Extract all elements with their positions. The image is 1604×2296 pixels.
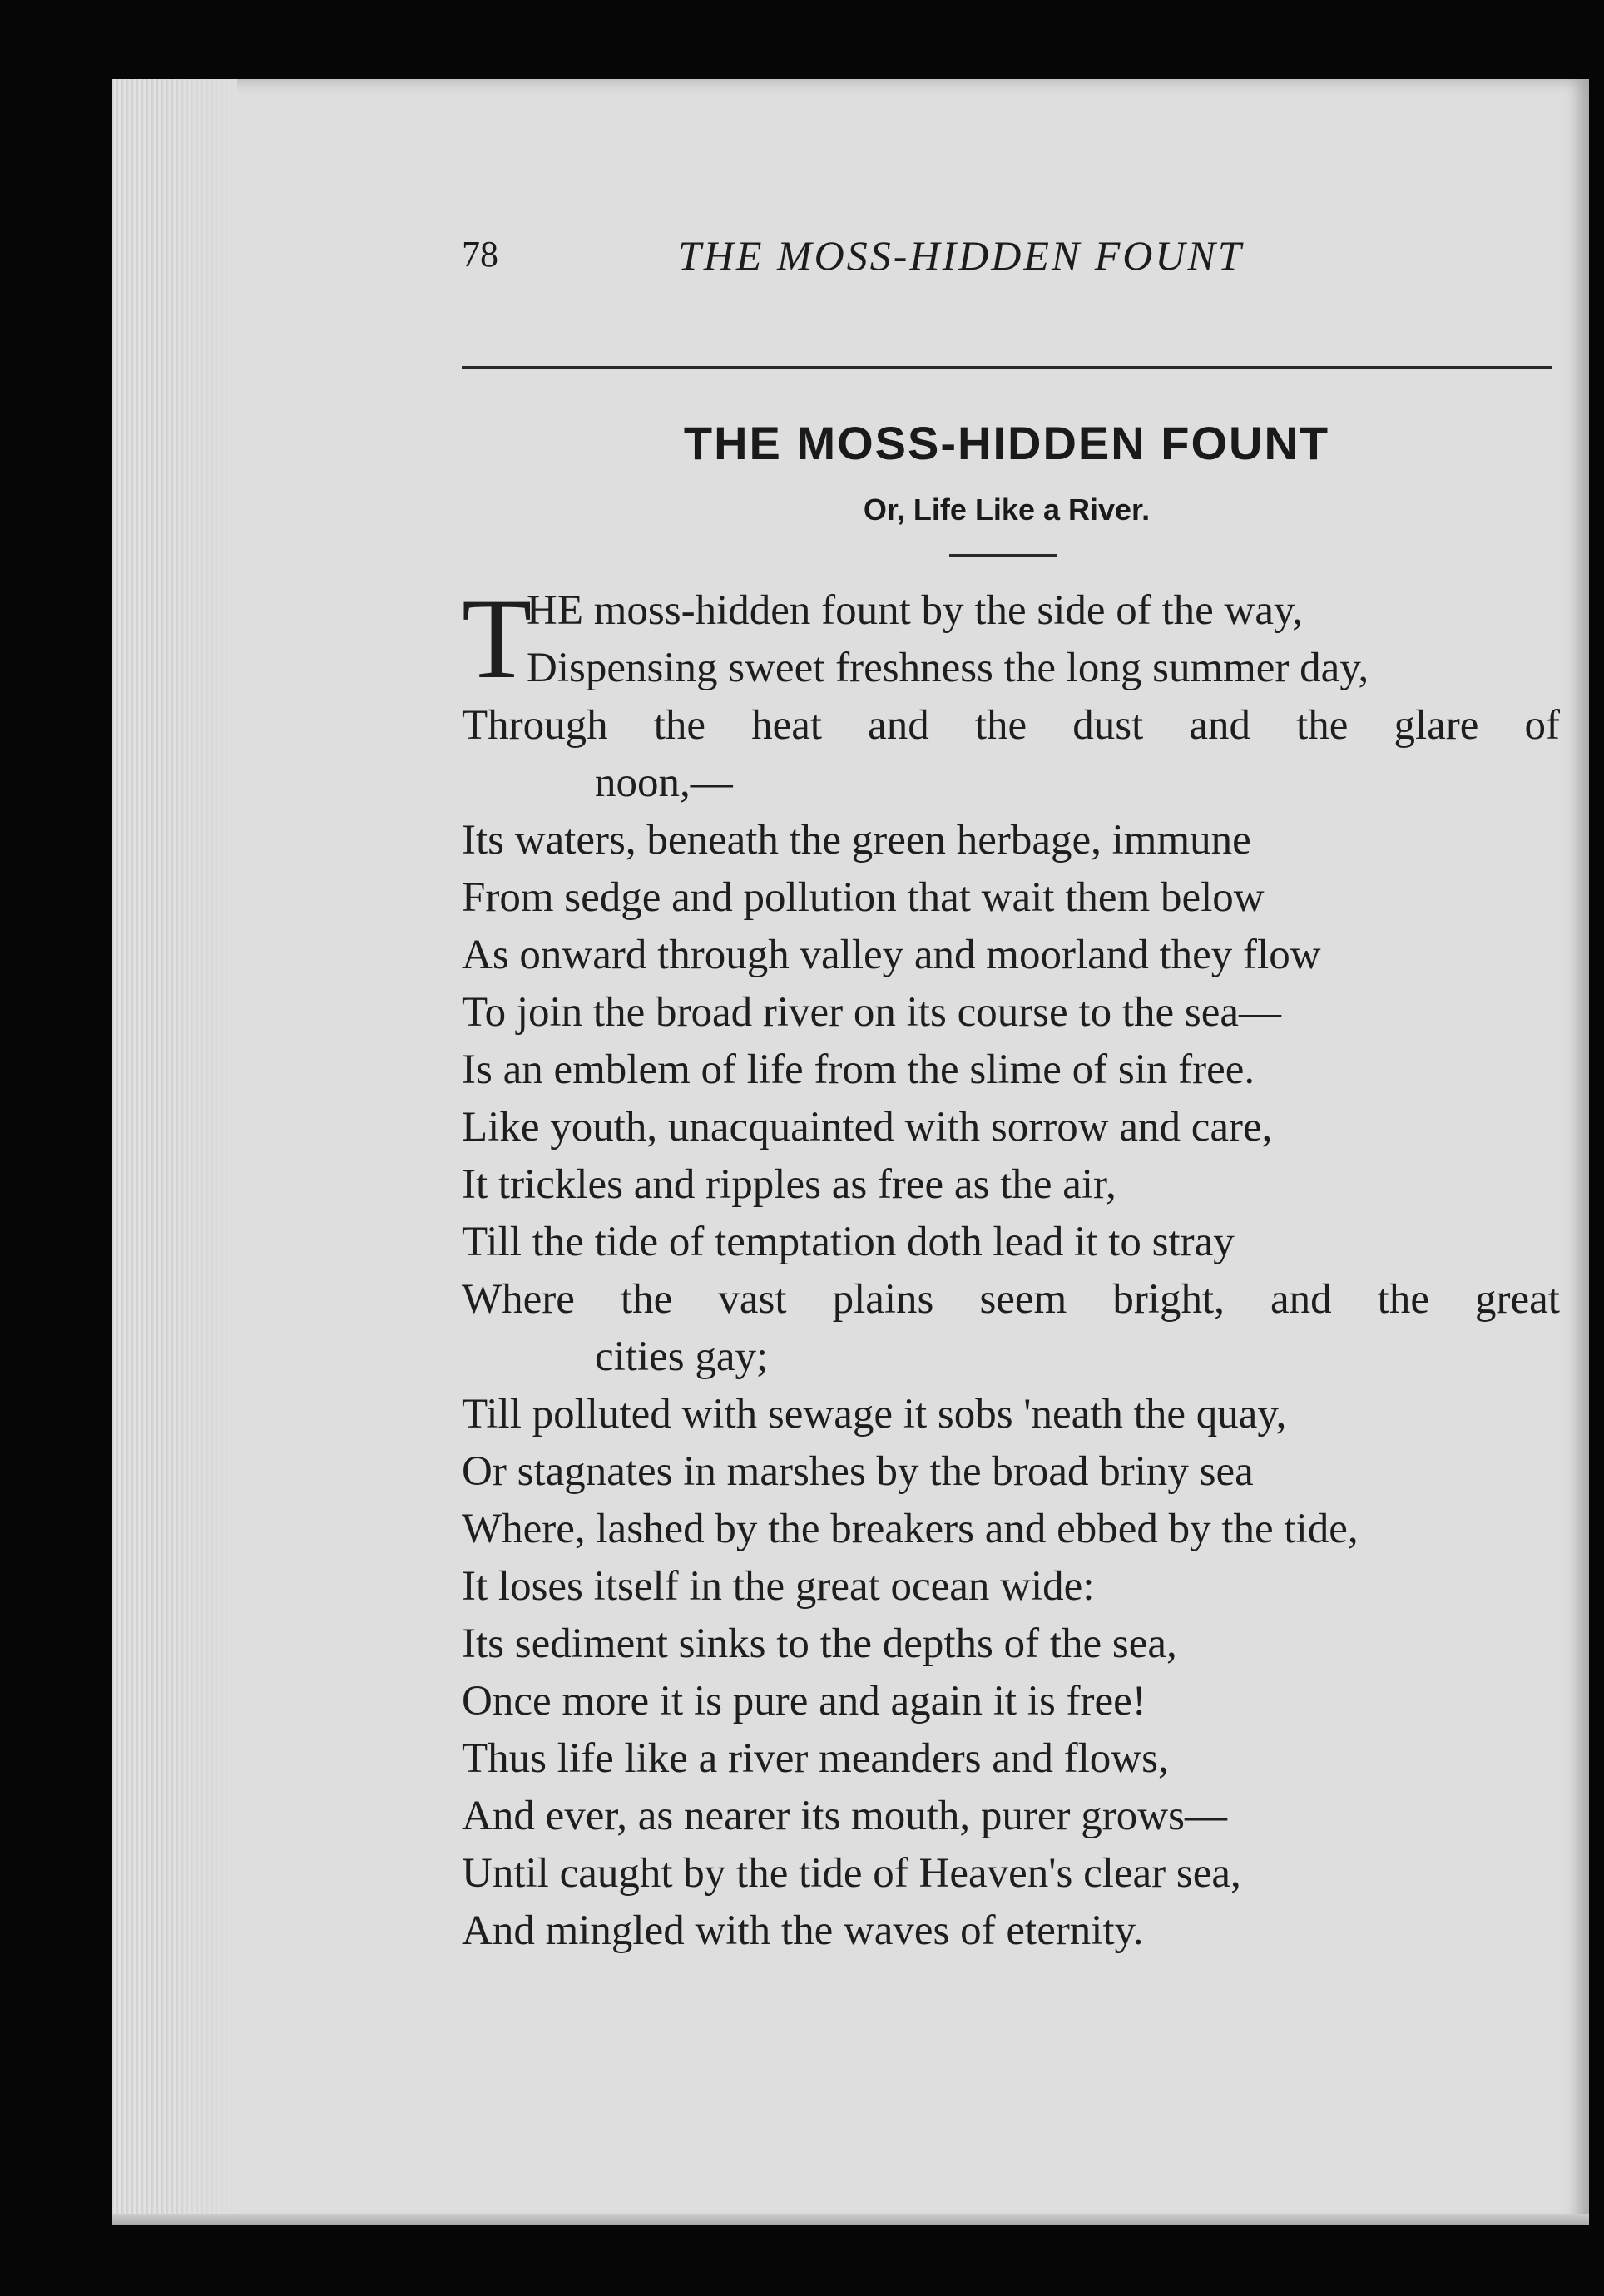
poem-line: And ever, as nearer its mouth, purer grows— xyxy=(462,1793,1227,1839)
poem-word: the xyxy=(1296,702,1349,749)
poem-line: From sedge and pollution that wait them below xyxy=(462,874,1265,921)
poem-line: To join the broad river on its course to the sea— xyxy=(462,989,1282,1036)
poem-line: Thus life like a river meanders and flows, xyxy=(462,1735,1169,1782)
poem-line: It loses itself in the great ocean wide: xyxy=(462,1563,1095,1610)
poem-line: Like youth, unacquainted with sorrow and care, xyxy=(462,1104,1273,1150)
title-rule xyxy=(949,554,1057,557)
page-number: 78 xyxy=(462,234,498,275)
poem-word: bright, xyxy=(1112,1276,1225,1323)
poem-line: It trickles and ripples as free as the air, xyxy=(462,1161,1116,1208)
poem-word: plains xyxy=(832,1276,934,1323)
poem-line: Until caught by the tide of Heaven's clear sea, xyxy=(462,1850,1241,1897)
poem-word: the xyxy=(1377,1276,1429,1323)
poem-line: cities gay; xyxy=(595,1334,769,1380)
poem-line xyxy=(462,697,1560,755)
poem-line: Its waters, beneath the green herbage, immune xyxy=(462,817,1251,863)
poem-word: heat xyxy=(751,702,823,749)
poem-line: Till polluted with sewage it sobs 'neath the quay, xyxy=(462,1391,1287,1437)
poem-word: and xyxy=(868,702,929,749)
poem-subtitle: Or, Life Like a River. xyxy=(863,492,1151,527)
poem-word: and xyxy=(1270,1276,1332,1323)
poem-word: the xyxy=(974,702,1027,749)
poem-word: Through xyxy=(462,702,608,749)
poem-word: the xyxy=(620,1276,673,1323)
drop-cap: T xyxy=(462,575,532,702)
page-bottom-edge xyxy=(112,2214,1589,2225)
poem-word: great xyxy=(1475,1276,1560,1323)
poem-word: the xyxy=(653,702,706,749)
poem-word: Where xyxy=(462,1276,575,1323)
poem-line: Or stagnates in marshes by the broad briny sea xyxy=(462,1448,1254,1495)
poem-line: Is an emblem of life from the slime of sin free. xyxy=(462,1047,1255,1093)
running-head xyxy=(349,233,1552,291)
poem-line: As onward through valley and moorland they flow xyxy=(462,932,1321,978)
poem-line: Dispensing sweet freshness the long summer day, xyxy=(527,645,1369,691)
poem-word: of xyxy=(1524,702,1560,749)
poem-body xyxy=(462,575,1560,1960)
poem-word: glare xyxy=(1394,702,1479,749)
header-rule xyxy=(462,366,1552,369)
poem-word: vast xyxy=(718,1276,787,1323)
poem-line: Where, lashed by the breakers and ebbed by the tide, xyxy=(462,1506,1359,1552)
poem-word: seem xyxy=(979,1276,1067,1323)
page-gutter xyxy=(112,79,237,2225)
poem-word: and xyxy=(1189,702,1250,749)
poem-word: dust xyxy=(1072,702,1144,749)
poem-line: noon,— xyxy=(595,760,733,806)
poem-line xyxy=(462,1271,1560,1329)
poem-line: Till the tide of temptation doth lead it to stray xyxy=(462,1219,1235,1265)
running-title: THE MOSS-HIDDEN FOUNT xyxy=(678,232,1244,279)
poem-line: HE moss-hidden fount by the side of the way, xyxy=(527,587,1303,634)
poem-line: Once more it is pure and again it is free! xyxy=(462,1678,1146,1724)
poem-line: Its sediment sinks to the depths of the sea, xyxy=(462,1621,1177,1667)
poem-line: And mingled with the waves of eternity. xyxy=(462,1908,1144,1954)
poem-title: THE MOSS-HIDDEN FOUNT xyxy=(683,417,1330,469)
